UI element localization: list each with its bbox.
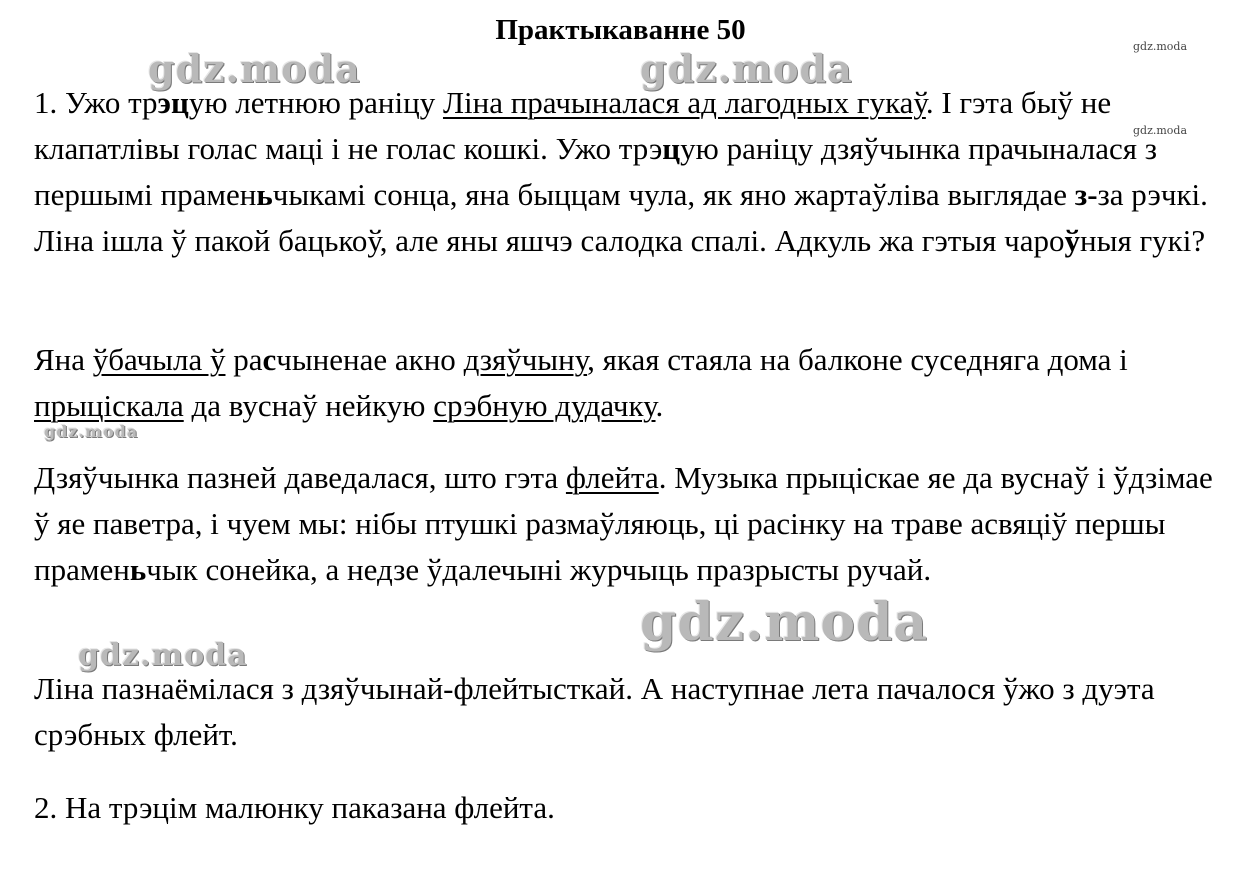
paragraph-3: Дзяўчынка пазней даведалася, што гэта флейта. Музыка прыціскае яе да вуснаў і ўдзімае ў яе паветра, і чуем мы: нібы птушкі размаўляюць, ці расінку на траве асвяціў першы праменьчык сонейка, а недзе ўдалечыні журчыць празрысты ручай. bbox=[34, 460, 1213, 587]
watermark: gdz.moda bbox=[78, 638, 248, 673]
underlined-phrase: ўбачыла ў bbox=[92, 342, 226, 377]
watermark: gdz.moda bbox=[44, 422, 139, 441]
watermark: gdz.moda bbox=[148, 46, 361, 91]
watermark: gdz.moda bbox=[640, 592, 929, 653]
underlined-phrase: Ліна прачыналася ад лагодных гукаў bbox=[442, 85, 926, 120]
watermark-small: gdz.moda bbox=[1133, 40, 1188, 53]
underlined-phrase: срэбную дудачку bbox=[433, 388, 656, 423]
paragraph-5: 2. На трэцім малюнку паказана флейта. bbox=[34, 790, 555, 825]
paragraph-4: Ліна пазнаёмілася з дзяўчынай-флейтысткай. А наступнае лета пачалося ўжо з дуэта срэбных флейт. bbox=[34, 671, 1155, 752]
underlined-phrase: дзяўчыну bbox=[463, 342, 588, 377]
watermark: gdz.moda bbox=[640, 46, 853, 91]
underlined-phrase: прыцiскала bbox=[34, 388, 184, 423]
paragraph-1: 1. Ужо трэцую летнюю раніцу Ліна прачыналася ад лагодных гукаў. І гэта быў не клапатлівы голас маці і не голас кошкі. Ужо трэцую раніцу дзяўчынка прачыналася з першымі праменьчыкамі сонца, яна быццам чула, як яно жартаўліва выглядае з-за рэчкі. Ліна ішла ў пакой бацькоў, але яны яшчэ салодка спалі. Адкуль жа гэтыя чароўныя гукі? bbox=[34, 85, 1208, 258]
page-title: Практыкаванне 50 bbox=[495, 14, 746, 46]
underlined-phrase: флейта bbox=[565, 460, 659, 495]
watermark-small: gdz.moda bbox=[1133, 124, 1188, 137]
paragraph-2: Яна ўбачыла ў расчыненае акно дзяўчыну, якая стаяла на балконе суседняга дома і прыцiскала да вуснаў нейкую срэбную дудачку. bbox=[34, 342, 1128, 423]
